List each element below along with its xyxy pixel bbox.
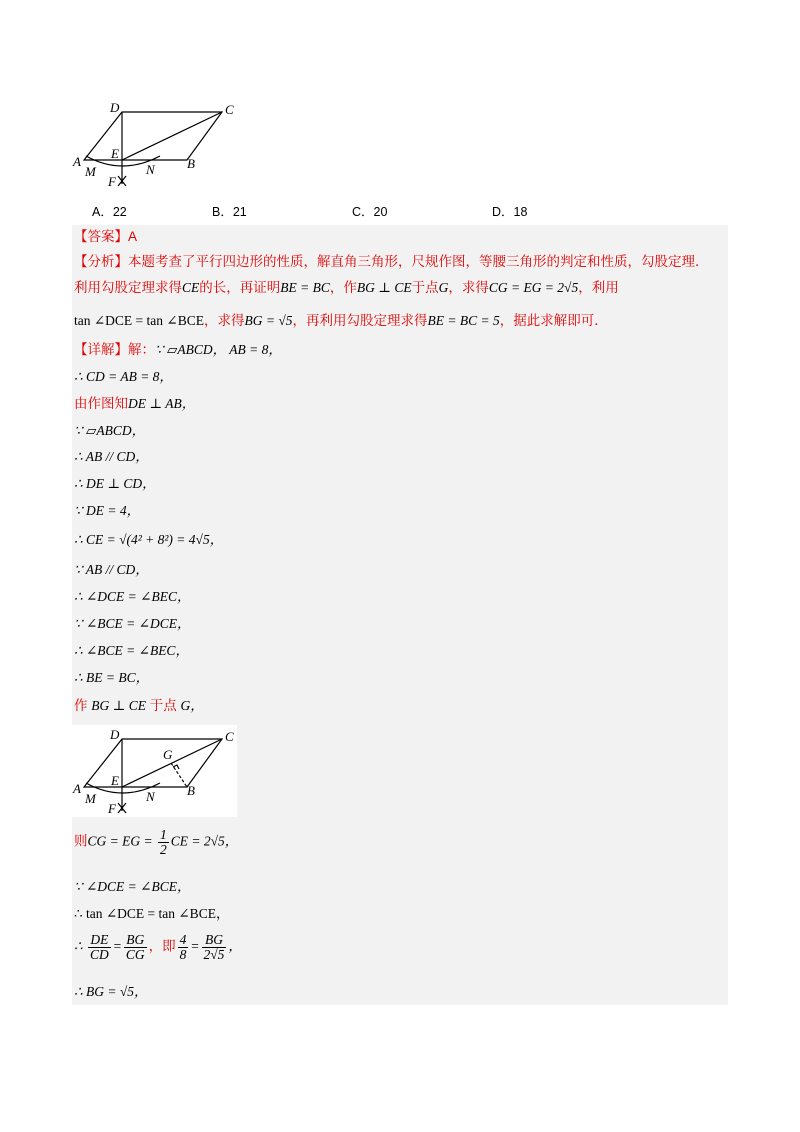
detail-line-12: ∴ BE = BC， (74, 670, 150, 685)
detail-line-1: ∴ CD = AB = 8， (74, 369, 173, 384)
parallelogram-diagram-g (72, 725, 237, 817)
detail-line-10: ∵ ∠BCE = ∠DCE， (74, 616, 191, 631)
choice-c: C．20 (352, 205, 388, 219)
detail-line-7: ∴ CE = √(4² + 8²) = 4√5， (74, 532, 224, 547)
choice-d: D．18 (492, 205, 528, 219)
detail-line-4: ∴ AB // CD， (74, 449, 149, 464)
detail-tag: 【详解】 (74, 342, 128, 357)
detail-line-2: 由作图知DE ⊥ AB， (74, 396, 196, 411)
answer-line (74, 227, 137, 247)
diagonal-ce (122, 112, 222, 160)
analysis-line-1: 【分析】本题考查了平行四边形的性质，解直角三角形，尺规作图，等腰三角形的判定和性质，勾股定理． (74, 254, 709, 269)
detail-line-0: 【详解】解：∵ ▱ABCD， AB = 8， (74, 342, 282, 357)
detail-line-c: ∴ $\frac{DE}{CD}$ = $\frac{BG}{CG}$ ，即 $\frac{4}{8}$ = $\frac{BG}{2√5}$ ， (74, 932, 242, 962)
label-e: E (111, 146, 119, 161)
detail-line-13: 作 BG ⊥ CE 于点 G， (74, 698, 204, 713)
choice-b: B．21 (212, 205, 247, 219)
analysis-tag: 【分析】 (74, 254, 128, 269)
svg-text:D: D (110, 727, 120, 742)
answer-choices (92, 202, 652, 222)
parallelogram-outline (84, 112, 222, 160)
analysis-line-3: tan ∠DCE = tan ∠BCE，求得BG = √5，再利用勾股定理求得BE = BC = 5，据此求解即可． (74, 313, 608, 328)
svg-text:B: B (187, 783, 195, 798)
svg-text:G: G (163, 747, 173, 762)
detail-line-8: ∵ AB // CD， (74, 562, 149, 577)
answer-tag: 【答案】 (74, 229, 128, 244)
detail-line-then: 则CG = EG = $\frac{1}{2}$ CE = 2√5， (74, 827, 239, 857)
detail-line-9: ∴ ∠DCE = ∠BEC， (74, 589, 191, 604)
answer-value: A (128, 229, 138, 244)
fraction-half: $\frac{1}{2}$ (159, 827, 167, 857)
detail-line-a: ∵ ∠DCE = ∠BCE， (74, 879, 191, 894)
label-n: N (146, 162, 155, 177)
svg-text:M: M (85, 791, 96, 806)
parallelogram-figure (72, 98, 242, 190)
svg-text:F: F (108, 801, 116, 816)
detail-line-3: ∵ ▱ABCD， (74, 423, 146, 438)
label-c: C (225, 102, 234, 117)
detail-line-b: ∴ tan ∠DCE = tan ∠BCE， (74, 906, 230, 921)
svg-text:C: C (225, 729, 234, 744)
label-a: A (73, 154, 81, 169)
detail-line-d: ∴ BG = √5， (74, 984, 148, 999)
solution-panel (72, 225, 728, 1005)
svg-text:A: A (73, 781, 81, 796)
choice-a: A．22 (92, 205, 127, 219)
analysis-line-2: 利用勾股定理求得CE的长，再证明BE = BC，作BG ⊥ CE于点G，求得CG = EG = 2√5，利用 (74, 280, 619, 295)
parallelogram-figure-with-g (72, 725, 237, 817)
svg-text:N: N (146, 789, 155, 804)
detail-line-11: ∴ ∠BCE = ∠BEC， (74, 643, 189, 658)
detail-line-6: ∵ DE = 4， (74, 503, 141, 518)
label-d: D (110, 100, 120, 115)
svg-text:E: E (111, 773, 119, 788)
label-m: M (85, 164, 96, 179)
detail-line-5: ∴ DE ⊥ CD， (74, 476, 156, 491)
parallelogram-diagram (72, 98, 242, 190)
label-b: B (187, 156, 195, 171)
label-f: F (108, 174, 116, 189)
